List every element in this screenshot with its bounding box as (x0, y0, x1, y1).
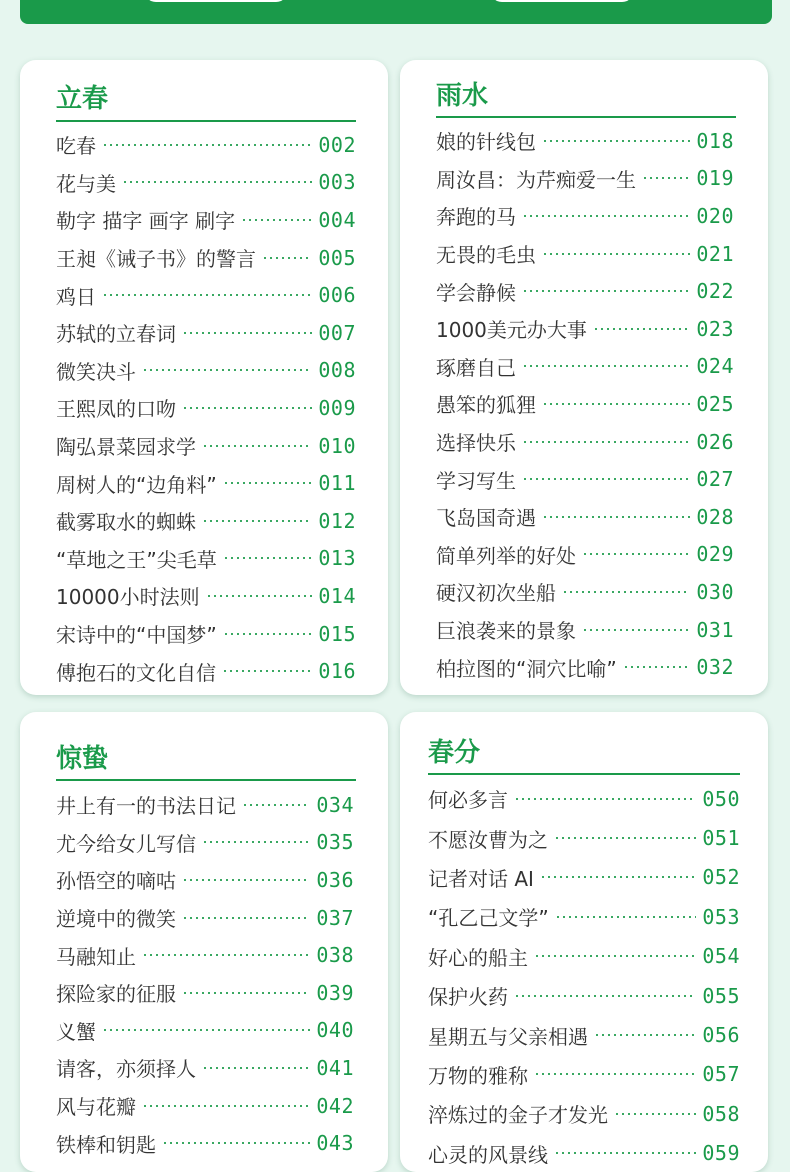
section-card-yushui (400, 60, 768, 695)
toc-entry-title: 王昶《诫子书》的警言 (56, 247, 256, 272)
toc-entry-page: 031 (696, 617, 734, 642)
toc-entry-page: 005 (318, 245, 356, 270)
toc-entry-title: 风与花瓣 (56, 1095, 136, 1120)
toc-entry-page: 027 (696, 467, 734, 492)
toc-entry-title: 无畏的毛虫 (436, 243, 536, 268)
toc-entry[interactable] (56, 577, 356, 615)
section-card-chunfen (400, 712, 768, 1172)
section-title: 春分 (428, 738, 481, 768)
toc-entry-page: 009 (318, 395, 356, 420)
toc-entry[interactable] (428, 937, 740, 976)
toc-entry[interactable] (428, 1055, 740, 1094)
leader-dots (522, 441, 690, 443)
toc-entry[interactable] (428, 1134, 740, 1172)
toc-entry-page: 012 (318, 508, 356, 533)
toc-entry-title: 星期五与父亲相遇 (428, 1024, 588, 1049)
toc-entry[interactable] (56, 615, 356, 653)
toc-entry-page: 019 (696, 166, 734, 191)
toc-entry-page: 037 (316, 905, 354, 930)
toc-entry-page: 034 (316, 792, 354, 817)
toc-entry-title: 奔跑的马 (436, 205, 516, 230)
leader-dots (222, 670, 312, 672)
toc-entry-page: 021 (696, 241, 734, 266)
toc-entry-page: 038 (316, 943, 354, 968)
toc-entry-page: 055 (702, 983, 740, 1008)
toc-entry-page: 004 (318, 207, 356, 232)
toc-entry-page: 011 (318, 471, 356, 496)
section-title: 惊蛰 (56, 744, 109, 774)
toc-entry[interactable] (436, 536, 734, 574)
toc-entry-title: 苏轼的立春词 (56, 322, 176, 347)
toc-entry-page: 056 (702, 1023, 740, 1048)
toc-entry-page: 058 (702, 1101, 740, 1126)
toc-entry-title: 不愿汝曹为之 (428, 827, 548, 852)
toc-entry-title: 探险家的征服 (56, 982, 176, 1007)
leader-dots (142, 1105, 310, 1107)
toc-entry-page: 020 (696, 203, 734, 228)
leader-dots (223, 557, 313, 559)
toc-entry-title: 铁棒和钥匙 (56, 1132, 156, 1157)
toc-entry-page: 022 (696, 279, 734, 304)
toc-entry-title: 保护火药 (428, 985, 508, 1010)
leader-dots (102, 1029, 310, 1031)
toc-entry-page: 026 (696, 429, 734, 454)
toc-entry[interactable] (428, 976, 740, 1015)
leader-dots (202, 445, 312, 447)
toc-entry-title: 淬炼过的金子才发光 (428, 1103, 608, 1128)
toc-entry[interactable] (436, 611, 734, 649)
toc-list (428, 779, 740, 1172)
toc-list (436, 122, 734, 686)
toc-entry[interactable] (56, 164, 356, 202)
toc-entry-title: 尤今给女儿写信 (56, 831, 196, 856)
toc-entry-page: 018 (696, 128, 734, 153)
toc-entry-page: 050 (702, 786, 740, 811)
toc-entry[interactable] (56, 786, 354, 824)
title-underline (56, 779, 356, 781)
leader-dots (554, 837, 696, 839)
toc-entry-title: 万物的雅称 (428, 1063, 528, 1088)
toc-entry-title: 花与美 (56, 171, 116, 196)
leader-dots (582, 629, 690, 631)
leader-dots (623, 666, 691, 668)
section-card-lichun (20, 60, 388, 695)
leader-dots (122, 181, 312, 183)
leader-dots (542, 403, 690, 405)
leader-dots (582, 553, 690, 555)
toc-entry[interactable] (436, 348, 734, 386)
toc-entry[interactable] (56, 427, 356, 465)
toc-entry-title: 请客，亦须择人 (56, 1057, 196, 1082)
toc-entry-title: 截雾取水的蜘蛛 (56, 510, 196, 535)
toc-entry-title: 逆境中的微笑 (56, 907, 176, 932)
toc-entry[interactable] (436, 423, 734, 461)
toc-entry-title: 选择快乐 (436, 431, 516, 456)
toc-entry-title: 心灵的风景线 (428, 1142, 548, 1167)
leader-dots (182, 407, 312, 409)
toc-entry-page: 036 (316, 867, 354, 892)
top-banner (20, 0, 772, 24)
toc-list (56, 126, 356, 690)
toc-entry-page: 040 (316, 1018, 354, 1043)
leader-dots (522, 290, 690, 292)
toc-entry-page: 051 (702, 826, 740, 851)
toc-entry[interactable] (56, 936, 354, 974)
leader-dots (262, 257, 312, 259)
leader-dots (542, 516, 690, 518)
leader-dots (555, 916, 697, 918)
toc-entry[interactable] (428, 818, 740, 857)
leader-dots (542, 140, 690, 142)
section-title: 雨水 (436, 81, 489, 111)
toc-entry[interactable] (428, 1015, 740, 1054)
toc-entry-title: 学会静候 (436, 280, 516, 305)
leader-dots (642, 177, 690, 179)
toc-entry[interactable] (56, 201, 356, 239)
toc-entry-page: 029 (696, 542, 734, 567)
toc-entry-page: 002 (318, 132, 356, 157)
toc-entry-page: 039 (316, 980, 354, 1005)
toc-entry-title: “孔乙己文学” (428, 906, 549, 931)
leader-dots (102, 294, 312, 296)
leader-dots (514, 995, 696, 997)
leader-dots (534, 955, 696, 957)
leader-dots (554, 1152, 696, 1154)
toc-entry[interactable] (56, 974, 354, 1012)
title-underline (56, 120, 356, 122)
toc-entry[interactable] (436, 573, 734, 611)
toc-entry-page: 043 (316, 1131, 354, 1156)
toc-entry[interactable] (56, 1087, 354, 1125)
toc-entry[interactable] (436, 160, 734, 198)
toc-entry-title: 王熙凤的口吻 (56, 397, 176, 422)
tab-qingming[interactable] (144, 0, 288, 2)
toc-entry[interactable] (428, 858, 740, 897)
toc-entry[interactable] (56, 1012, 354, 1050)
toc-entry-title: 鸡日 (56, 284, 96, 309)
toc-entry[interactable] (436, 460, 734, 498)
leader-dots (182, 879, 310, 881)
toc-entry-page: 030 (696, 579, 734, 604)
leader-dots (142, 954, 310, 956)
leader-dots (534, 1073, 696, 1075)
toc-entry-title: 娘的针线包 (436, 130, 536, 155)
toc-entry-title: “草地之王”尖毛草 (56, 547, 217, 572)
toc-entry-title: 琢磨自己 (436, 355, 516, 380)
leader-dots (593, 328, 690, 330)
toc-entry-page: 057 (702, 1062, 740, 1087)
toc-entry-title: 宋诗中的“中国梦” (56, 623, 217, 648)
leader-dots (142, 369, 312, 371)
toc-entry-page: 041 (316, 1055, 354, 1080)
toc-entry-title: 愚笨的狐狸 (436, 393, 536, 418)
toc-entry[interactable] (436, 648, 734, 686)
toc-entry-page: 003 (318, 170, 356, 195)
toc-list (56, 786, 354, 1162)
leader-dots (202, 841, 310, 843)
toc-entry[interactable] (56, 540, 356, 578)
toc-entry-page: 054 (702, 944, 740, 969)
toc-entry-page: 052 (702, 865, 740, 890)
toc-entry-page: 059 (702, 1141, 740, 1166)
toc-entry[interactable] (56, 276, 356, 314)
toc-entry[interactable] (56, 1049, 354, 1087)
toc-entry[interactable] (436, 310, 734, 348)
toc-entry-page: 023 (696, 316, 734, 341)
toc-entry-page: 024 (696, 354, 734, 379)
toc-entry[interactable] (56, 1124, 354, 1162)
toc-entry[interactable] (56, 389, 356, 427)
toc-entry[interactable] (436, 197, 734, 235)
leader-dots (542, 253, 690, 255)
toc-entry[interactable] (56, 652, 356, 690)
toc-entry-title: 周树人的“边角料” (56, 472, 217, 497)
toc-entry-page: 010 (318, 433, 356, 458)
toc-entry-page: 042 (316, 1093, 354, 1118)
toc-entry-title: 勒字 描字 画字 刷字 (56, 209, 236, 234)
leader-dots (514, 798, 696, 800)
toc-entry-title: 巨浪袭来的景象 (436, 619, 576, 644)
toc-entry-title: 记者对话 AI (428, 866, 534, 891)
toc-entry-title: 飞岛国奇遇 (436, 506, 536, 531)
leader-dots (182, 332, 312, 334)
toc-entry-page: 014 (318, 583, 356, 608)
leader-dots (562, 591, 690, 593)
toc-entry-page: 007 (318, 320, 356, 345)
toc-entry[interactable] (436, 498, 734, 536)
toc-entry-title: 陶弘景菜园求学 (56, 435, 196, 460)
leader-dots (241, 219, 312, 221)
toc-entry-title: 学习写生 (436, 468, 516, 493)
toc-entry[interactable] (56, 502, 356, 540)
leader-dots (242, 804, 310, 806)
tab-guyu[interactable] (490, 0, 634, 2)
toc-entry-page: 028 (696, 504, 734, 529)
leader-dots (540, 876, 696, 878)
toc-entry-page: 025 (696, 391, 734, 416)
toc-entry[interactable] (56, 352, 356, 390)
toc-entry[interactable] (56, 126, 356, 164)
toc-entry-title: 10000小时法则 (56, 585, 200, 610)
title-underline (428, 773, 740, 775)
leader-dots (223, 482, 313, 484)
toc-entry-page: 016 (318, 659, 356, 684)
leader-dots (202, 520, 312, 522)
toc-entry-title: 柏拉图的“洞穴比喻” (436, 656, 617, 681)
toc-entry-title: 简单列举的好处 (436, 543, 576, 568)
toc-entry-page: 035 (316, 830, 354, 855)
toc-entry[interactable] (56, 314, 356, 352)
toc-entry-title: 周汝昌：为芹痴爱一生 (436, 167, 636, 192)
leader-dots (522, 365, 690, 367)
leader-dots (614, 1113, 696, 1115)
toc-entry[interactable] (428, 779, 740, 818)
section-card-jingzhe (20, 712, 388, 1172)
toc-entry[interactable] (56, 861, 354, 899)
toc-entry-title: 吃春 (56, 134, 96, 159)
toc-entry-title: 何必多言 (428, 788, 508, 813)
section-title: 立春 (56, 84, 109, 114)
leader-dots (182, 992, 310, 994)
leader-dots (522, 215, 690, 217)
toc-entry[interactable] (56, 824, 354, 862)
toc-entry-title: 1000美元办大事 (436, 318, 587, 343)
toc-entry-page: 006 (318, 283, 356, 308)
leader-dots (182, 917, 310, 919)
toc-entry[interactable] (428, 1094, 740, 1133)
leader-dots (202, 1067, 310, 1069)
toc-entry[interactable] (436, 235, 734, 273)
title-underline (436, 116, 736, 118)
toc-entry[interactable] (56, 464, 356, 502)
toc-entry-page: 053 (702, 904, 740, 929)
leader-dots (206, 595, 313, 597)
toc-entry-page: 032 (696, 655, 734, 680)
toc-entry[interactable] (436, 122, 734, 160)
toc-entry-title: 井上有一的书法日记 (56, 794, 236, 819)
toc-entry-title: 好心的船主 (428, 945, 528, 970)
toc-entry-page: 015 (318, 621, 356, 646)
toc-entry[interactable] (428, 897, 740, 936)
toc-entry-title: 马融知止 (56, 944, 136, 969)
leader-dots (223, 633, 313, 635)
toc-entry-title: 微笑决斗 (56, 359, 136, 384)
toc-entry-page: 013 (318, 546, 356, 571)
toc-entry-page: 008 (318, 358, 356, 383)
leader-dots (102, 144, 312, 146)
leader-dots (594, 1034, 696, 1036)
toc-entry-title: 孙悟空的嘀咕 (56, 869, 176, 894)
toc-entry[interactable] (436, 272, 734, 310)
leader-dots (522, 478, 690, 480)
toc-entry-title: 傅抱石的文化自信 (56, 660, 216, 685)
toc-entry[interactable] (56, 899, 354, 937)
toc-entry-title: 硬汉初次坐船 (436, 581, 556, 606)
toc-entry-title: 义蟹 (56, 1019, 96, 1044)
toc-entry[interactable] (56, 239, 356, 277)
toc-entry[interactable] (436, 385, 734, 423)
